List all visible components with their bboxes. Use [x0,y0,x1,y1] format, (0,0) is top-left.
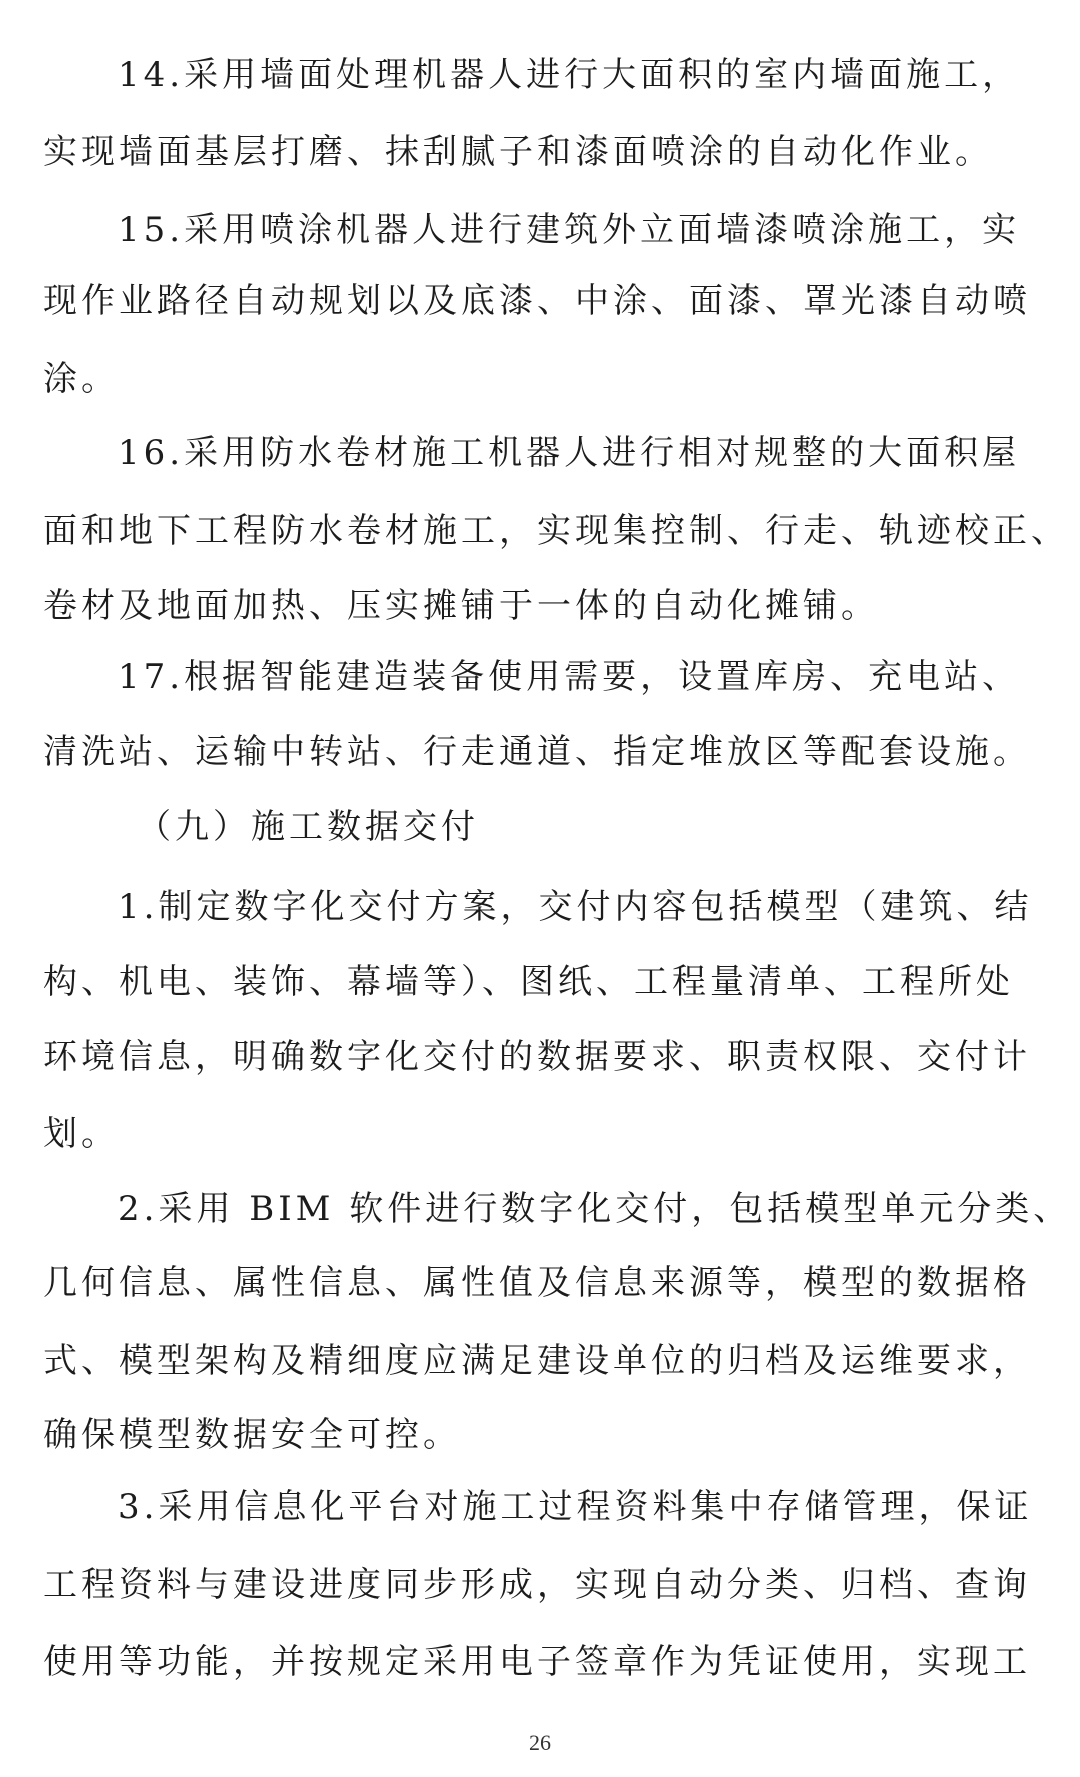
section-9-item-3-line-3: 使用等功能，并按规定采用电子签章作为凭证使用，实现工 [43,1642,1031,1682]
page-number: 26 [529,1730,551,1755]
item-15-line-1: 15.采用喷涂机器人进行建筑外立面墙漆喷涂施工，实 [118,210,1021,250]
item-14-line-2: 实现墙面基层打磨、抹刮腻子和漆面喷涂的自动化作业。 [43,132,993,172]
section-9-item-1-line-3: 环境信息，明确数字化交付的数据要求、职责权限、交付计 [43,1037,1031,1077]
section-9-item-1-line-1: 1.制定数字化交付方案，交付内容包括模型（建筑、结 [118,887,1033,927]
item-15-line-3: 涂。 [43,359,119,399]
section-9-item-1-line-2: 构、机电、装饰、幕墙等）、图纸、工程量清单、工程所处 [43,962,1014,1002]
section-9-item-2-line-2: 几何信息、属性信息、属性值及信息来源等，模型的数据格 [43,1263,1031,1303]
section-9-item-2-line-3: 式、模型架构及精细度应满足建设单位的归档及运维要求， [43,1341,1031,1381]
item-17-line-1: 17.根据智能建造装备使用需要，设置库房、充电站、 [118,657,1021,697]
section-9-item-3-line-1: 3.采用信息化平台对施工过程资料集中存储管理，保证 [118,1487,1033,1527]
item-17-line-2: 清洗站、运输中转站、行走通道、指定堆放区等配套设施。 [43,732,1031,772]
item-16-line-3: 卷材及地面加热、压实摊铺于一体的自动化摊铺。 [43,586,879,626]
item-16-line-2: 面和地下工程防水卷材施工，实现集控制、行走、轨迹校正、 [43,511,1069,551]
section-9-item-2-line-4: 确保模型数据安全可控。 [43,1415,461,1455]
section-9-item-1-line-4: 划。 [43,1114,119,1154]
section-9-item-3-line-2: 工程资料与建设进度同步形成，实现自动分类、归档、查询 [43,1565,1031,1605]
item-16-line-1: 16.采用防水卷材施工机器人进行相对规整的大面积屋 [118,433,1021,473]
section-9-item-2-line-1: 2.采用 BIM 软件进行数字化交付，包括模型单元分类、 [118,1189,1072,1229]
section-heading: （九）施工数据交付 [137,807,479,847]
item-14-line-1: 14.采用墙面处理机器人进行大面积的室内墙面施工， [118,55,1021,95]
item-15-line-2: 现作业路径自动规划以及底漆、中涂、面漆、罩光漆自动喷 [43,281,1031,321]
